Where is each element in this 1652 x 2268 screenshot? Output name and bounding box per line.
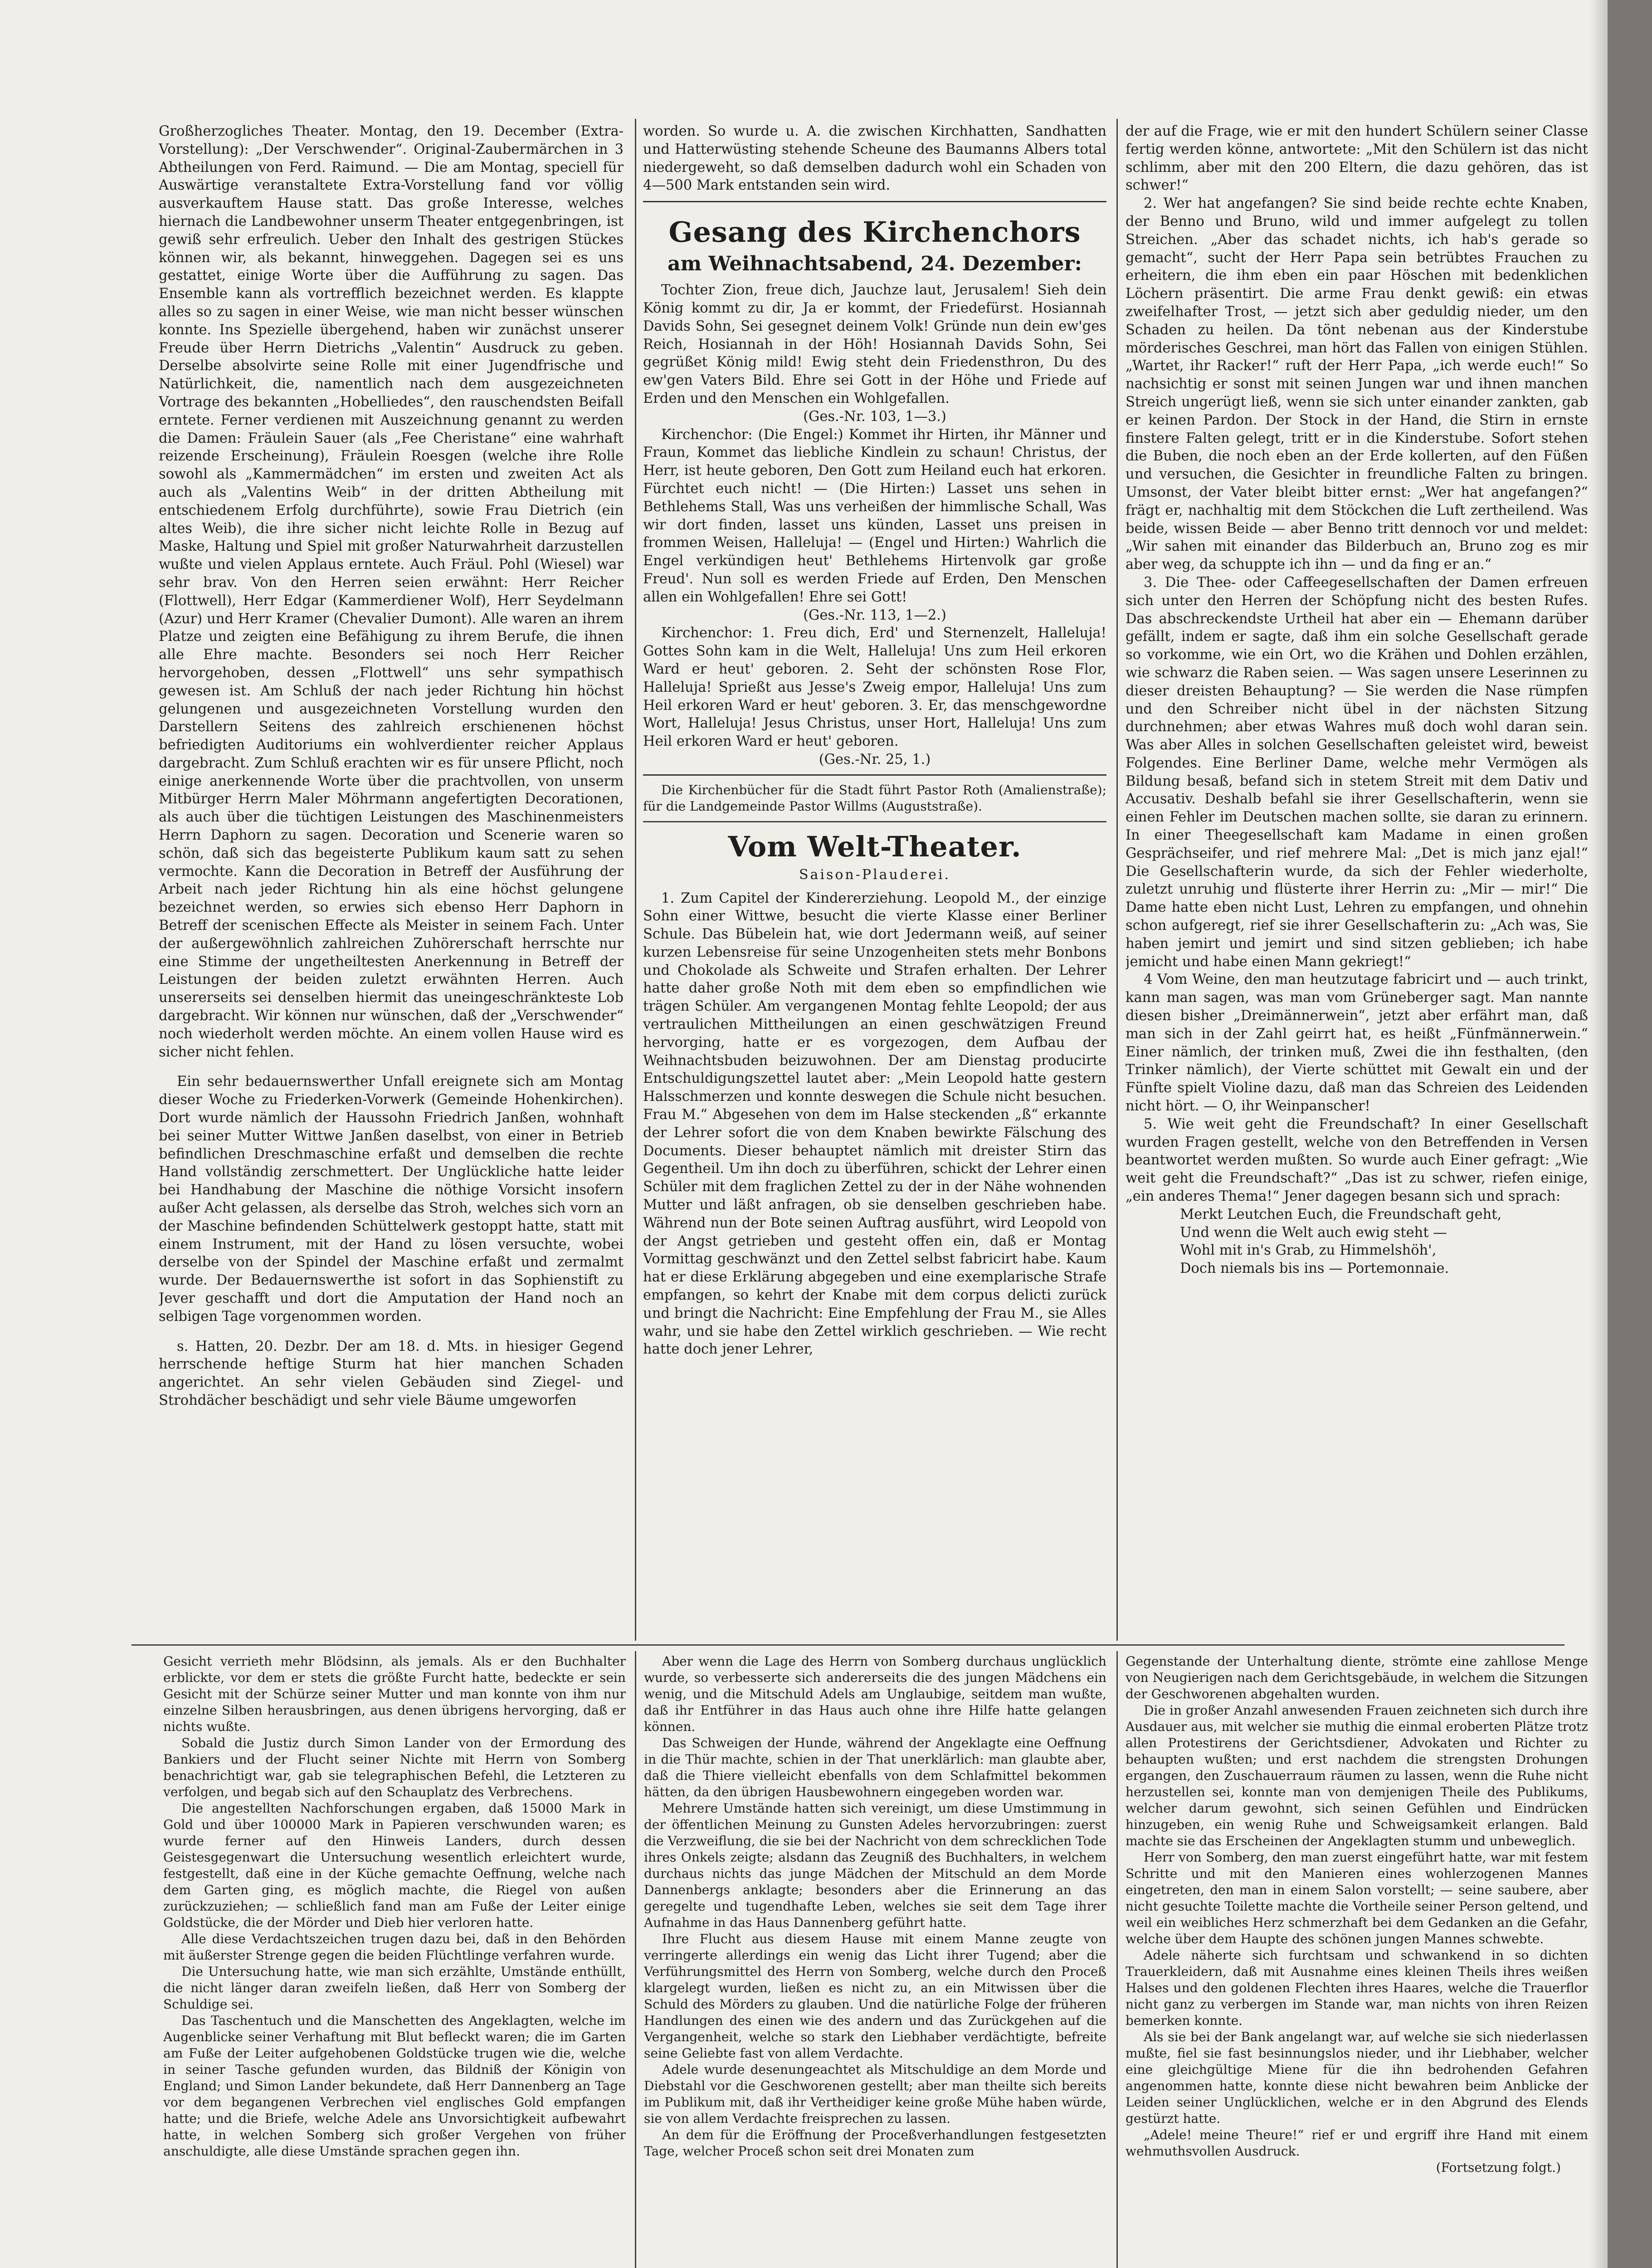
column-rule (1116, 119, 1118, 1641)
welt-theater-item-1-end: der auf die Frage, wie er mit den hundert Schülern seiner Classe fertig werden könne, antwortete: „Mit den Schülern ist das nicht schlimm, aber mit den 200 Eltern, die dazu gehören, das ist schwer!“ (1126, 123, 1588, 194)
choir-text: Kirchenchor: 1. Freu dich, Erd' und Sternenzelt, Halleluja! Gottes Sohn kam in die Welt, Halleluja! Uns zum Heil erkoren Ward er heut' geboren. 2. Seht der schönsten Rose Flor, Halleluja! Sprießt aus Jesse's Zweig empor, Halleluja! Uns zum Heil erkoren Ward er heut' geboren. 3. Er, das menschgewordne Wort, Halleluja! Jesus Christus, unser Hort, Halleluja! Uns zum Heil erkoren Ward er heut' geboren. (643, 625, 1106, 750)
choir-title: Gesang des Kirchenchors (668, 215, 1081, 249)
serial-text: An dem für die Eröffnung der Proceßverhandlungen festgesetzten Tage, welcher Proceß schon seit drei Monaten zum (644, 2127, 1106, 2159)
to-be-continued: (Fortsetzung folgt.) (1436, 2160, 1561, 2175)
serial-text: Die angestellten Nachforschungen ergaben, daß 15000 Mark in Gold und über 100000 Mark in Papieren verschwunden waren; es wurde ferner auf den Hinweis Landers, durch dessen Geistesgegenwart die Untersuchung wesentlich erleichtert wurde, festgestellt, daß eine in der Küche gemachte Oeffnung, welche nach dem Garten ging, es möglich machte, die Riegel von außen zurückzuziehen; — schließlich fand man am Fuße der Leiter einige Goldstücke, die der Mörder und Dieb hier verloren hatte. (163, 1801, 626, 1930)
serial-text: Herr von Somberg, den man zuerst eingeführt hatte, war mit festem Schritte und mit den Manieren eines wohlerzogenen Mannes eingetreten, den man in einem Salon vorstellt; — seine saubere, aber nicht gesuchte Toilette machte die Vortheile seiner Person geltend, und weil ein weibliches Herz schmerzhaft bei dem Gedanken an die Gefahr, welche über dem Haupte des schönen jungen Mannes schwebte. (1126, 1850, 1588, 1946)
serial-text: Alle diese Verdachtszeichen trugen dazu bei, daß in den Behörden mit äußerster Strenge gegen die beiden Flüchtlinge verfahren wurde. (163, 1931, 626, 1963)
serial-text: Ihre Flucht aus diesem Hause mit einem Manne zeugte von verringerte allerdings ein wenig das Licht ihrer Tugend; aber die Verführungsmittel des Herrn von Somberg, welche durch den Proceß klargelegt wurden, ließen es nicht zu, an ein Mitwissen über die Schuld des Mörders zu glauben. Und die natürliche Folge der früheren Handlungen des einen wie des andern und das Zurückgehen auf die Vergangenheit, welche so stark den Liebhaber verdächtigte, befreite seine Geliebte fast von allem Verdachte. (644, 1931, 1106, 2061)
adjacent-page-edge (1608, 0, 1652, 2268)
page-gutter-shadow (1589, 0, 1608, 2268)
serial-text: Adele wurde desenungeachtet als Mitschuldige an dem Morde und Diebstahl vor die Geschworenen gestellt; aber man theilte sich bereits im Publikum mit, daß ihr Vertheidiger keine große Mühe haben würde, sie von allem Verdachte freisprechen zu lassen. (644, 2062, 1106, 2126)
accident-report: Ein sehr bedauernswerther Unfall ereignete sich am Montag dieser Woche zu Friederken-Vorwerk (Gemeinde Hohenkirchen). Dort wurde nämlich der Haussohn Friedrich Janßen, wohnhaft bei seiner Mutter Wittwe Janßen daselbst, von einer in Betrieb befindlichen Dreschmaschine erfaßt und demselben die rechte Hand vollständig zerschmettert. Der Unglückliche hatte leider bei Handhabung der Maschine die nöthige Vorsicht insofern außer Acht gelassen, als derselbe das Stroh, welches sich vorn an der Maschine befindenden Schüttelwerk gestoppt hatte, statt mit einem Instrument, mit der Hand zu lösen versuchte, wobei derselbe von der Spindel der Maschine erfaßt und zermalmt wurde. Der Bedauernswerthe ist sofort in das Sophienstift zu Jever geschafft und dort die Amputation der Hand noch an selbigen Tage vorgenommen worden. (159, 1074, 624, 1325)
welt-theater-item-5: 5. Wie weit geht die Freundschaft? In einer Gesellschaft wurden Fragen gestellt, welche von den Betreffenden in Versen beantwortet werden mußten. So wurde auch Einer gefragt: „Wie weit geht die Freundschaft?“ „Das ist zu schwer, riefen einige, „ein anderes Thema!“ Jener dagegen besann sich und sprach: (1126, 1116, 1588, 1205)
column-bottom-right (1126, 1653, 1588, 2268)
choir-text: Kirchenchor: (Die Engel:) Kommet ihr Hirten, ihr Männer und Fraun, Kommet das liebliche Kindlein zu schaun! Christus, der Herr, ist heute geboren, Den Gott zum Heiland euch hat erkoren. Fürchtet euch nicht! — (Die Hirten:) Lasset uns sehen in Bethlehems Stall, Was uns verheißen der himmlische Schall, Was wir dort finden, lasset uns künden, Lasset uns preisen in frommen Weisen, Halleluja! — (Engel und Hirten:) Wahrlich die Engel verkündigen heut' Bethlehems Hirtenvolk gar große Freud'. Nun soll es werden Friede auf Erden, Den Menschen allen ein Wohlgefallen! Ehre sei Gott! (643, 426, 1106, 605)
verse-line: Doch niemals bis ins — Portemonnaie. (1180, 1261, 1449, 1277)
choir-subtitle: am Weihnachtsabend, 24. Dezember: (668, 252, 1082, 276)
theater-review: Großherzogliches Theater. Montag, den 19. December (Extra-Vorstellung): „Der Verschwender“. Original-Zaubermärchen in 3 Abtheilungen von Ferd. Raimund. — Die am Montag, speciell für Auswärtige veranstaltete Extra-Vorstellung fand vor völlig ausverkauftem Hause statt. Das große Interesse, welches hiernach die Landbewohner unserm Theater entgegenbringen, ist gewiß sehr erfreulich. Ueber den Inhalt des gestrigen Stückes können wir, als bekannt, hinweggehen. Dagegen sei es uns gestattet, einige Worte über die Aufführung zu sagen. Das Ensemble kann als vortrefflich bezeichnet werden. Es klappte alles so zu sagen in einer Weise, wie man nicht besser wünschen konnte. Ins Spezielle übergehend, haben wir zunächst unserer Freude über Herrn Dietrichs „Valentin“ Ausdruck zu geben. Derselbe absolvirte seine Rolle mit einer Jugendfrische und Natürlichkeit, die, namentlich nach dem ausgezeichneten Vortrage des bekannten „Hobelliedes“, den rauschendsten Beifall erntete. Ferner verdienen mit Auszeichnung genannt zu werden die Damen: Fräulein Sauer (als „Fee Cheristane“ eine wahrhaft reizende Erscheinung), Fräulein Roesgen (welche ihre Rolle sowohl als „Kammermädchen“ im ersten und zweiten Act als auch als „Valentins Weib“ in der dritten Abtheilung mit entschiedenem Erfolg durchführte), sowie Frau Dietrich (ein altes Weib), die ihre sicher nicht leichte Rolle in Bezug auf Maske, Haltung und Spiel mit großer Naturwahrheit darzustellen wußte und vielen Applaus erntete. Auch Fräul. Pohl (Wiesel) war sehr brav. Von den Herren seien erwähnt: Herr Reicher (Flottwell), Herr Edgar (Kammerdiener Wolf), Herr Seydelmann (Azur) und Herr Kramer (Chevalier Dumont). Alle waren an ihrem Platze und zeigten eine Befähigung zu ihrem Berufe, die ihnen alle Ehre machte. Besonders sei noch Herr Reicher hervorgehoben, dessen „Flottwell“ uns sehr sympathisch gewesen ist. Am Schluß der nach jeder Richtung hin höchst gelungenen und ausgezeichneten Vorstellung wurden den Darstellern Seitens des zahlreich erschienenen höchst befriedigten Auditoriums ein wohlverdienter reicher Applaus dargebracht. Zum Schluß erachten wir es für unsere Pflicht, noch einige anerkennende Worte über die prachtvollen, von unserm Mitbürger Herrn Maler Möhrmann angefertigten Decorationen, als auch über die tüchtigen Leistungen des Maschinenmeisters Herrn Daphorn zu sagen. Decoration und Scenerie waren so schön, daß sich das begeisterte Publikum kaum satt zu sehen vermochte. Kann die Decoration in Betreff der Ausführung der Arbeit nach jeder Richtung hin als eine höchst gelungene bezeichnet werden, so erwies sich ebenso Herr Daphorn in Betreff der scenischen Effecte als Meister in seinem Fach. Unter der außergewöhnlich zahlreichen Zuhörerschaft herrschte nur eine Stimme der ungetheiltesten Anerkennung in Betreff der Leistungen der beiden zuletzt erwähnten Herren. Auch unsererseits sei denselben hiermit das uneingeschränkteste Lob dargebracht. Wir können nur wünschen, daß der „Verschwender“ noch wiederholt werden möchte. An einem vollen Hause wird es sicher nicht fehlen. (159, 123, 624, 1060)
serial-text: „Adele! meine Theure!“ rief er und ergriff ihre Hand mit einem wehmuthsvollen Ausdruck. (1126, 2127, 1588, 2159)
welt-theater-title: Vom Welt-Theater. (728, 830, 1022, 863)
serial-text: Die in großer Anzahl anwesenden Frauen zeichneten sich durch ihre Ausdauer aus, mit welcher sie muthig die einmal eroberten Plätze trotz allen Protestirens der Gerichtsdiener, Advokaten und Richter zu behaupten wußten; und erst nachdem die strengsten Drohungen ergangen, den Zuschauerraum räumen zu lassen, wenn die Ruhe nicht herzustellen sei, konnte man von demjenigen Theile des Publikums, welcher darum gewohnt, sich seinen Gefühlen und Eindrücken hinzugeben, ein wenig Ruhe und Schweigsamkeit erlangen. Bald machte sie das Erscheinen der Angeklagten stumm und unbeweglich. (1126, 1703, 1588, 1848)
column-top-middle (643, 122, 1106, 1637)
welt-theater-item-3: 3. Die Thee- oder Caffeegesellschaften der Damen erfreuen sich unter den Herren der Schöpfung nicht des besten Rufes. Das abschreckendste Urtheil hat aber ein — Ehemann darüber gefällt, indem er sagte, daß ihm ein solche Gesellschaft gerade so vorkomme, wie ein Ort, wo die Krähen und Dohlen erzählen, wie schwarz die Raben seien. — Was sagen unsere Leserinnen zu dieser dreisten Behauptung? — Sie werden die Nase rümpfen und den Schreiber nicht übel in der nächsten Sitzung durchnehmen; aber etwas Wahres muß doch wohl daran sein. Was aber Alles in solchen Gesellschaften geleistet wird, beweist Folgendes. Eine Berliner Dame, welche mehr Vermögen als Bildung besaß, befand sich in stetem Streit mit dem Dativ und Accusativ. Deshalb befahl sie ihrer Gesellschafterin, wenn sie einen Fehler im Deutschen machen sollte, sie daran zu erinnern. In einer Theegesellschaft kam Madame in einen großen Gesprächseifer, und rief mehrere Mal: „Det is mich janz ejal!“ Die Gesellschafterin wurde, da sich der Fehler wiederholte, zuletzt unruhig und flüsterte ihrer Herrin zu: „Mir — mir!“ Die Dame hatte eben nicht Lust, Lehren zu empfangen, und ohnehin schon aufgeregt, rief sie ihrer Gesellschafterin zu: „Ach was, Sie haben jemirt und jemirt und sind sitzen geblieben; ich habe jemicht und habe einen Mann gekriegt!“ (1126, 574, 1588, 970)
serial-text: Das Taschentuch und die Manschetten des Angeklagten, welche im Augenblicke seiner Verhaftung mit Blut befleckt waren; die im Garten am Fuße der Leiter aufgehobenen Goldstücke trugen wie die, welche in seiner Tasche gefunden wurden, das Bildniß der Königin von England; und Simon Lander bekundete, daß Herr Dannenberg an Tage vor dem begangenen Verbrechen viel englisches Gold empfangen hatte; und die Briefe, welche Adele ans Unvorsichtigkeit aufbewahrt hatte, in welchen Somberg sich großer Vergehen von früher anschuldigte, alle diese Umstände sprachen gegen ihn. (163, 2013, 626, 2159)
serial-text: Sobald die Justiz durch Simon Lander von der Ermordung des Bankiers und der Flucht seiner Nichte mit Herrn von Somberg benachrichtigt war, gab sie telegraphischen Befehl, die Letzteren zu verfolgen, und begab sich auf den Schauplatz des Verbrechens. (163, 1735, 626, 1799)
column-bottom-left (163, 1653, 626, 2268)
column-top-left (159, 122, 624, 1637)
column-bottom-middle (644, 1653, 1106, 2268)
church-register-note: Die Kirchenbücher für die Stadt führt Pastor Roth (Amalienstraße); für die Landgemeinde Pastor Willms (Auguststraße). (643, 782, 1106, 814)
serial-text: Mehrere Umstände hatten sich vereinigt, um diese Umstimmung in der öffentlichen Meinung zu Gunsten Adeles hervorzubringen: zuerst die Verzweiflung, die sie bei der Nachricht von dem schrecklichen Tode ihres Onkels zeigte; alsdann das Zeugniß des Buchhalters, in welchem durchaus nichts das junge Mädchen der Mitschuld an dem Morde Dannenbergs anklagte; besonders aber die Erinnerung an das geregelte und tugendhafte Leben, welches sie seit dem Tage ihrer Aufnahme in das Haus Dannenberg geführt hatte. (644, 1801, 1106, 1930)
serial-text: Aber wenn die Lage des Herrn von Somberg durchaus unglücklich wurde, so verbesserte sich andererseits die des jungen Mädchens ein wenig, und die Mitschuld Adels am Unglaubige, seitdem man wußte, daß ihr Entführer in das Haus auch ohne ihre Hilfe hatte gelangen können. (644, 1654, 1106, 1734)
serial-text: Als sie bei der Bank angelangt war, auf welche sie sich niederlassen mußte, fiel sie fast besinnungslos nieder, und ihr Liebhaber, welcher eine gleichgültige Miene für die ihn bedrohenden Gefahren angenommen hatte, konnte diese nicht bewahren beim Anblicke der Leiden seiner Unglücklichen, welche er in den Abgrund des Elends gestürzt hatte. (1126, 2029, 1588, 2126)
verse-line: Und wenn die Welt auch ewig steht — (1180, 1224, 1447, 1241)
verse-line: Wohl mit in's Grab, zu Himmelshöh', (1180, 1242, 1437, 1259)
column-rule (635, 1651, 636, 2268)
hatten-storm-report: s. Hatten, 20. Dezbr. Der am 18. d. Mts. in hiesiger Gegend herrschende heftige Sturm hat hier manchen Schaden angerichtet. An sehr vielen Gebäuden sind Ziegel- und Strohdächer beschädigt und sehr viele Bäume umgeworfen (159, 1338, 624, 1408)
hymn-number: (Ges.-Nr. 113, 1—2.) (803, 607, 946, 623)
storm-report-continued: worden. So wurde u. A. die zwischen Kirchhatten, Sandhatten und Hatterwüsting stehende Scheune des Baumanns Albers total niedergeweht, so daß demselben dadurch wohl ein Schaden von 4—500 Mark entstanden sein wird. (643, 123, 1106, 194)
hymn-number: (Ges.-Nr. 25, 1.) (819, 751, 931, 767)
welt-theater-item-1: 1. Zum Capitel der Kindererziehung. Leopold M., der einzige Sohn einer Wittwe, besucht die vierte Klasse einer Berliner Schule. Das Bübelein hat, wie dort Jedermann weiß, auf seiner kurzen Lebensreise für seine Unzogenheiten stets mehr Bonbons und Chokolade als Schweite und Strafen erhalten. Der Lehrer hatte daher große Noth mit dem eben so empfindlichen wie trägen Schüler. Am vergangenen Montag fehlte Leopold; der aus vertraulichen Mittheilungen an einen geschwätzigen Freund hervorging, hatte er es vorgezogen, dem Aufbau der Weihnachtsbuden beizuwohnen. Der am Dienstag producirte Entschuldigungszettel lautet aber: „Mein Leopold hatte gestern Halsschmerzen und konnte deswegen die Schule nicht besuchen. Frau M.“ Abgesehen von dem im Halse steckenden „ß“ erkannte der Lehrer sofort die von dem Knaben bewirkte Fälschung des Documents. Dieser behauptet nämlich mit dreister Stirn das Gegentheil. Um ihn doch zu überführen, schickt der Lehrer einen Schüler mit dem fraglichen Zettel zu der in der Nähe wohnenden Mutter und läßt anfragen, ob sie denselben geschrieben habe. Während nun der Bote seinen Auftrag ausführt, wird Leopold von der Angst getrieben und gesteht offen ein, daß er Montag Vormittag geschwänzt und den Zettel selbst fabricirt habe. Kaum hat er diese Erklärung abgegeben und eine exemplarische Strafe empfangen, so kehrt der Knabe mit dem corpus delicti zurück und bringt die Nachricht: Eine Empfehlung der Frau M., sie Alles wahr, und sie habe den Zettel wirklich geschrieben. — Wie recht hatte doch jener Lehrer, (643, 890, 1106, 1358)
welt-theater-item-2: 2. Wer hat angefangen? Sie sind beide rechte echte Knaben, der Benno und Bruno, wild und immer aufgelegt zu tollen Streichen. „Aber das schadet nichts, ich hab's gerade so gemacht“, sucht der Herr Papa sein betrübtes Frauchen zu erheitern, die ihm eben ein paar Höschen mit bedenklichen Löchern präsentirt. Die arme Frau denkt gewiß: ein etwas zweifelhafter Trost, — jetzt sich aber geduldig nieder, um den Schaden zu heilen. Da tönt nebenan aus der Kinderstube mörderisches Geschrei, man hört das Fallen von einigen Stühlen. „Wartet, ihr Racker!“ ruft der Herr Papa, „ich werde euch!“ So nachsichtig er sonst mit seinen Jungen war und ihnen manchen Streich ungerügt ließ, wenn sie sich unter einander zankten, gab er keinen Pardon. Der Stock in der Hand, die Stirn in ernste finstere Falten gelegt, tritt er in die Kinderstube. Sofort stehen die Buben, die noch eben an der Erde kollerten, auf den Füßen und versuchen, die Gesichter in freundliche Falten zu bringen. Umsonst, der Vater bleibt bitter ernst: „Wer hat angefangen?“ frägt er, nachhaltig mit dem Stöckchen die Luft zertheilend. Was beide, wissen Beide — aber Benno tritt dennoch vor und meldet: „Wir sahen mit einander das Bilderbuch an, Bruno zog es mir aber weg, da schuppte ich ihn — und da fing er an.“ (1126, 196, 1588, 573)
choir-program-box (643, 201, 1106, 776)
section-rule (132, 1644, 1564, 1646)
serial-text: Die Untersuchung hatte, wie man sich erzählte, Umstände enthüllt, die nicht länger daran zweifeln ließen, daß Herr von Somberg der Schuldige sei. (163, 1964, 626, 2012)
section-rule (643, 821, 1106, 822)
column-rule (1116, 1651, 1118, 2268)
serial-text: Das Schweigen der Hunde, während der Angeklagte eine Oeffnung in die Thür machte, schien in der That unerklärlich: man glaubte aber, daß die Thiere vielleicht ebenfalls von dem Schlafmittel bekommen hätten, da den übrigen Hausbewohnern eingegeben worden war. (644, 1735, 1106, 1799)
serial-text: Adele näherte sich furchtsam und schwankend in so dichten Trauerkleidern, daß mit Ausnahme eines kleinen Theils ihres weißen Halses und den goldenen Flechten ihres Haares, welche die Trauerflor nicht ganz zu verbergen im Stande war, man nichts von ihren Reizen bemerken konnte. (1126, 1948, 1588, 2028)
column-rule (635, 119, 636, 1641)
welt-theater-item-4: 4 Vom Weine, den man heutzutage fabricirt und — auch trinkt, kann man sagen, was man vom Grüneberger sagt. Man nannte diesen bisher „Dreimännerwein“, jetzt aber erfährt man, daß man sich in der Zahl geirrt hat, es heißt „Fünfmännerwein.“ Einer nämlich, der trinken muß, Zwei die ihn festhalten, (den Trinker nämlich), der Vierte schüttet mit Gewalt ein und der Fünfte spielt Violine dazu, daß man das Schreien des Leidenden nicht hört. — O, ihr Weinpanscher! (1126, 972, 1588, 1114)
serial-text: Gesicht verrieth mehr Blödsinn, als jemals. Als er den Buchhalter erblickte, vor dem er stets die größte Furcht hatte, bedeckte er sein Gesicht mit der Schürze seiner Mutter und man konnte von ihm nur einzelne Silben herausbringen, aus denen übrigens hervorging, daß er nichts wußte. (163, 1654, 626, 1734)
choir-text: Tochter Zion, freue dich, Jauchze laut, Jerusalem! Sieh dein König kommt zu dir, Ja er kommt, der Friedefürst. Hosiannah Davids Sohn, Sei gesegnet deinem Volk! Gründe nun dein ew'ges Reich, Hosiannah in der Höh! Hosiannah Davids Sohn, Sei gegrüßet König mild! Ewig steht dein Friedensthron, Du des ew'gen Vaters Bild. Ehre sei Gott in der Höhe und Friede auf Erden und den Menschen ein Wohlgefallen. (643, 282, 1106, 406)
serial-text: Gegenstande der Unterhaltung diente, strömte eine zahllose Menge von Neugierigen nach dem Gerichtsgebäude, in welchem die Sitzungen der Geschworenen abgehalten wurden. (1126, 1654, 1588, 1701)
verse-line: Merkt Leutchen Euch, die Freundschaft geht, (1180, 1206, 1502, 1222)
welt-theater-subtitle: Saison-Plauderei. (799, 866, 951, 883)
hymn-number: (Ges.-Nr. 103, 1—3.) (803, 408, 946, 425)
column-top-right (1126, 122, 1588, 1637)
